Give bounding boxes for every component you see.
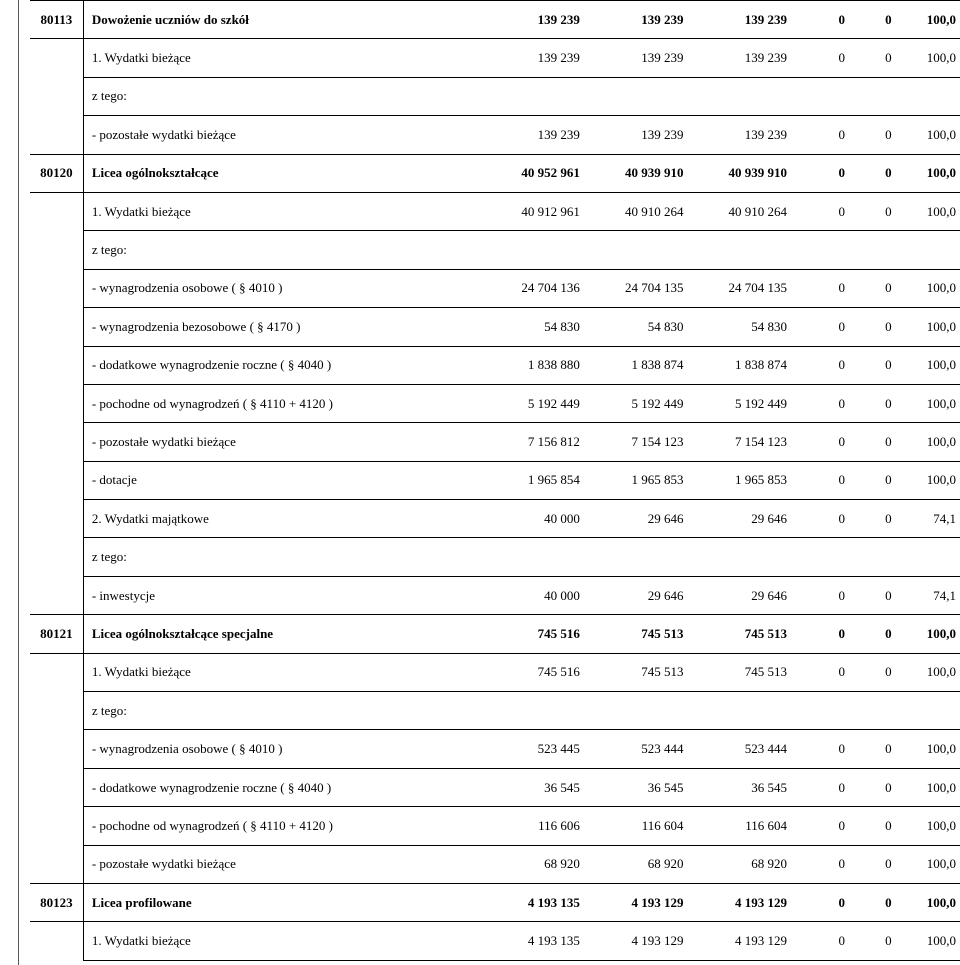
zero-value-b [845, 692, 892, 730]
table-row [30, 231, 960, 269]
row-label: Licea profilowane [83, 883, 476, 921]
row-label: 1. Wydatki bieżące [83, 922, 476, 960]
row-label: 1. Wydatki bieżące [83, 192, 476, 230]
section-code [30, 116, 83, 154]
execution-value: 7 154 123 [683, 423, 787, 461]
execution-value: 5 192 449 [683, 384, 787, 422]
table-row [30, 922, 960, 960]
row-label: 1. Wydatki bieżące [83, 39, 476, 77]
plan-after-changes-value: 24 704 135 [580, 269, 684, 307]
plan-after-changes-value: 139 239 [580, 116, 684, 154]
execution-value: 116 604 [683, 807, 787, 845]
execution-value: 139 239 [683, 39, 787, 77]
percent-value: 100,0 [892, 845, 960, 883]
plan-value: 139 239 [476, 116, 580, 154]
percent-value: 100,0 [892, 615, 960, 653]
section-row [30, 1, 960, 39]
plan-value: 139 239 [476, 1, 580, 39]
plan-value: 7 156 812 [476, 423, 580, 461]
plan-after-changes-value: 1 838 874 [580, 346, 684, 384]
table-row [30, 576, 960, 614]
plan-after-changes-value [580, 538, 684, 576]
plan-value: 24 704 136 [476, 269, 580, 307]
plan-value: 1 965 854 [476, 461, 580, 499]
execution-value [683, 77, 787, 115]
percent-value: 100,0 [892, 1, 960, 39]
zero-value-b: 0 [845, 500, 892, 538]
table-row [30, 768, 960, 806]
execution-value: 1 965 853 [683, 461, 787, 499]
section-code [30, 423, 83, 461]
zero-value-a: 0 [787, 1, 845, 39]
plan-after-changes-value: 40 939 910 [580, 154, 684, 192]
execution-value: 68 920 [683, 845, 787, 883]
row-label: - wynagrodzenia osobowe ( § 4010 ) [83, 269, 476, 307]
section-code [30, 807, 83, 845]
row-label: z tego: [83, 231, 476, 269]
table-row [30, 730, 960, 768]
table-row [30, 39, 960, 77]
percent-value: 100,0 [892, 461, 960, 499]
section-code [30, 269, 83, 307]
zero-value-b: 0 [845, 423, 892, 461]
percent-value: 100,0 [892, 346, 960, 384]
plan-value: 68 920 [476, 845, 580, 883]
section-code [30, 346, 83, 384]
execution-value [683, 231, 787, 269]
table-row [30, 845, 960, 883]
zero-value-b: 0 [845, 845, 892, 883]
row-label: - wynagrodzenia bezosobowe ( § 4170 ) [83, 308, 476, 346]
section-code: 80121 [30, 615, 83, 653]
zero-value-b: 0 [845, 346, 892, 384]
execution-value: 24 704 135 [683, 269, 787, 307]
zero-value-b: 0 [845, 39, 892, 77]
zero-value-b: 0 [845, 730, 892, 768]
percent-value: 100,0 [892, 922, 960, 960]
section-code [30, 692, 83, 730]
budget-table [30, 0, 960, 961]
zero-value-a [787, 231, 845, 269]
zero-value-b: 0 [845, 308, 892, 346]
zero-value-b [845, 538, 892, 576]
plan-value [476, 231, 580, 269]
row-label: - pozostałe wydatki bieżące [83, 423, 476, 461]
section-code [30, 308, 83, 346]
row-label: - pochodne od wynagrodzeń ( § 4110 + 4120 ) [83, 384, 476, 422]
percent-value: 74,1 [892, 500, 960, 538]
plan-after-changes-value: 29 646 [580, 500, 684, 538]
section-code [30, 231, 83, 269]
plan-value: 36 545 [476, 768, 580, 806]
zero-value-b [845, 231, 892, 269]
row-label: - dotacje [83, 461, 476, 499]
table-row [30, 308, 960, 346]
zero-value-b: 0 [845, 192, 892, 230]
zero-value-a: 0 [787, 423, 845, 461]
plan-after-changes-value: 29 646 [580, 576, 684, 614]
percent-value: 100,0 [892, 883, 960, 921]
zero-value-b: 0 [845, 384, 892, 422]
table-row [30, 346, 960, 384]
row-label: 1. Wydatki bieżące [83, 653, 476, 691]
zero-value-a: 0 [787, 308, 845, 346]
percent-value: 100,0 [892, 39, 960, 77]
plan-value: 116 606 [476, 807, 580, 845]
percent-value [892, 538, 960, 576]
execution-value: 40 939 910 [683, 154, 787, 192]
percent-value [892, 231, 960, 269]
plan-after-changes-value: 4 193 129 [580, 922, 684, 960]
plan-after-changes-value [580, 231, 684, 269]
table-row [30, 77, 960, 115]
zero-value-a: 0 [787, 883, 845, 921]
table-row [30, 692, 960, 730]
section-code [30, 576, 83, 614]
percent-value [892, 77, 960, 115]
zero-value-a: 0 [787, 807, 845, 845]
zero-value-a: 0 [787, 653, 845, 691]
execution-value: 745 513 [683, 653, 787, 691]
plan-after-changes-value: 139 239 [580, 1, 684, 39]
section-code [30, 384, 83, 422]
plan-value: 523 445 [476, 730, 580, 768]
section-code [30, 39, 83, 77]
table-row [30, 384, 960, 422]
row-label: Licea ogólnokształcące specjalne [83, 615, 476, 653]
execution-value: 36 545 [683, 768, 787, 806]
zero-value-a: 0 [787, 922, 845, 960]
execution-value: 745 513 [683, 615, 787, 653]
percent-value: 100,0 [892, 730, 960, 768]
zero-value-b: 0 [845, 116, 892, 154]
row-label: - pozostałe wydatki bieżące [83, 845, 476, 883]
execution-value: 29 646 [683, 576, 787, 614]
plan-after-changes-value: 40 910 264 [580, 192, 684, 230]
section-row [30, 883, 960, 921]
plan-after-changes-value: 4 193 129 [580, 883, 684, 921]
plan-value: 4 193 135 [476, 922, 580, 960]
execution-value: 139 239 [683, 116, 787, 154]
plan-value: 40 912 961 [476, 192, 580, 230]
plan-after-changes-value: 7 154 123 [580, 423, 684, 461]
zero-value-a [787, 538, 845, 576]
row-label: - dodatkowe wynagrodzenie roczne ( § 4040 ) [83, 768, 476, 806]
table-row [30, 807, 960, 845]
section-code [30, 192, 83, 230]
page-left-border [18, 0, 19, 965]
row-label: Licea ogólnokształcące [83, 154, 476, 192]
zero-value-a: 0 [787, 461, 845, 499]
execution-value: 4 193 129 [683, 922, 787, 960]
zero-value-b: 0 [845, 922, 892, 960]
zero-value-b: 0 [845, 1, 892, 39]
zero-value-a: 0 [787, 500, 845, 538]
table-row [30, 538, 960, 576]
execution-value: 1 838 874 [683, 346, 787, 384]
section-code: 80123 [30, 883, 83, 921]
plan-value: 40 000 [476, 576, 580, 614]
row-label: - inwestycje [83, 576, 476, 614]
table-row [30, 269, 960, 307]
percent-value: 100,0 [892, 768, 960, 806]
execution-value: 54 830 [683, 308, 787, 346]
section-code [30, 653, 83, 691]
plan-value: 40 000 [476, 500, 580, 538]
plan-value: 54 830 [476, 308, 580, 346]
zero-value-a [787, 77, 845, 115]
budget-table-body [30, 1, 960, 961]
section-code [30, 922, 83, 960]
zero-value-a: 0 [787, 730, 845, 768]
zero-value-a: 0 [787, 192, 845, 230]
zero-value-b: 0 [845, 883, 892, 921]
section-code [30, 768, 83, 806]
zero-value-b: 0 [845, 461, 892, 499]
zero-value-b: 0 [845, 576, 892, 614]
plan-after-changes-value: 139 239 [580, 39, 684, 77]
percent-value: 100,0 [892, 423, 960, 461]
section-code [30, 538, 83, 576]
plan-value [476, 692, 580, 730]
plan-value: 5 192 449 [476, 384, 580, 422]
row-label: z tego: [83, 77, 476, 115]
section-code: 80113 [30, 1, 83, 39]
plan-after-changes-value: 745 513 [580, 615, 684, 653]
zero-value-a [787, 692, 845, 730]
percent-value [892, 692, 960, 730]
section-code: 80120 [30, 154, 83, 192]
row-label: - wynagrodzenia osobowe ( § 4010 ) [83, 730, 476, 768]
table-row [30, 500, 960, 538]
plan-value: 1 838 880 [476, 346, 580, 384]
percent-value: 100,0 [892, 384, 960, 422]
execution-value: 523 444 [683, 730, 787, 768]
zero-value-b: 0 [845, 269, 892, 307]
table-row [30, 423, 960, 461]
execution-value: 40 910 264 [683, 192, 787, 230]
row-label: - dodatkowe wynagrodzenie roczne ( § 4040 ) [83, 346, 476, 384]
plan-after-changes-value: 523 444 [580, 730, 684, 768]
zero-value-a: 0 [787, 346, 845, 384]
plan-after-changes-value: 1 965 853 [580, 461, 684, 499]
section-code [30, 845, 83, 883]
zero-value-a: 0 [787, 768, 845, 806]
percent-value: 100,0 [892, 308, 960, 346]
section-code [30, 461, 83, 499]
zero-value-a: 0 [787, 576, 845, 614]
percent-value: 100,0 [892, 116, 960, 154]
zero-value-b: 0 [845, 768, 892, 806]
zero-value-b: 0 [845, 615, 892, 653]
plan-value [476, 538, 580, 576]
section-row [30, 154, 960, 192]
zero-value-a: 0 [787, 615, 845, 653]
zero-value-a: 0 [787, 269, 845, 307]
row-label: - pochodne od wynagrodzeń ( § 4110 + 4120 ) [83, 807, 476, 845]
plan-after-changes-value: 116 604 [580, 807, 684, 845]
section-code [30, 500, 83, 538]
plan-after-changes-value: 5 192 449 [580, 384, 684, 422]
section-code [30, 77, 83, 115]
row-label: - pozostałe wydatki bieżące [83, 116, 476, 154]
table-row [30, 653, 960, 691]
plan-after-changes-value: 54 830 [580, 308, 684, 346]
table-row [30, 461, 960, 499]
plan-after-changes-value: 36 545 [580, 768, 684, 806]
plan-value: 745 516 [476, 653, 580, 691]
execution-value: 29 646 [683, 500, 787, 538]
execution-value [683, 692, 787, 730]
percent-value: 74,1 [892, 576, 960, 614]
zero-value-b [845, 77, 892, 115]
percent-value: 100,0 [892, 192, 960, 230]
zero-value-a: 0 [787, 39, 845, 77]
table-row [30, 116, 960, 154]
plan-value: 139 239 [476, 39, 580, 77]
plan-value: 745 516 [476, 615, 580, 653]
plan-value: 4 193 135 [476, 883, 580, 921]
percent-value: 100,0 [892, 154, 960, 192]
plan-after-changes-value: 68 920 [580, 845, 684, 883]
plan-after-changes-value [580, 692, 684, 730]
plan-value [476, 77, 580, 115]
zero-value-b: 0 [845, 154, 892, 192]
row-label: z tego: [83, 538, 476, 576]
execution-value: 139 239 [683, 1, 787, 39]
row-label: Dowożenie uczniów do szkół [83, 1, 476, 39]
plan-value: 40 952 961 [476, 154, 580, 192]
section-row [30, 615, 960, 653]
row-label: z tego: [83, 692, 476, 730]
row-label: 2. Wydatki majątkowe [83, 500, 476, 538]
zero-value-a: 0 [787, 116, 845, 154]
percent-value: 100,0 [892, 269, 960, 307]
zero-value-a: 0 [787, 154, 845, 192]
plan-after-changes-value: 745 513 [580, 653, 684, 691]
zero-value-b: 0 [845, 653, 892, 691]
section-code [30, 730, 83, 768]
percent-value: 100,0 [892, 653, 960, 691]
percent-value: 100,0 [892, 807, 960, 845]
execution-value [683, 538, 787, 576]
zero-value-a: 0 [787, 384, 845, 422]
table-row [30, 192, 960, 230]
execution-value: 4 193 129 [683, 883, 787, 921]
zero-value-b: 0 [845, 807, 892, 845]
zero-value-a: 0 [787, 845, 845, 883]
plan-after-changes-value [580, 77, 684, 115]
